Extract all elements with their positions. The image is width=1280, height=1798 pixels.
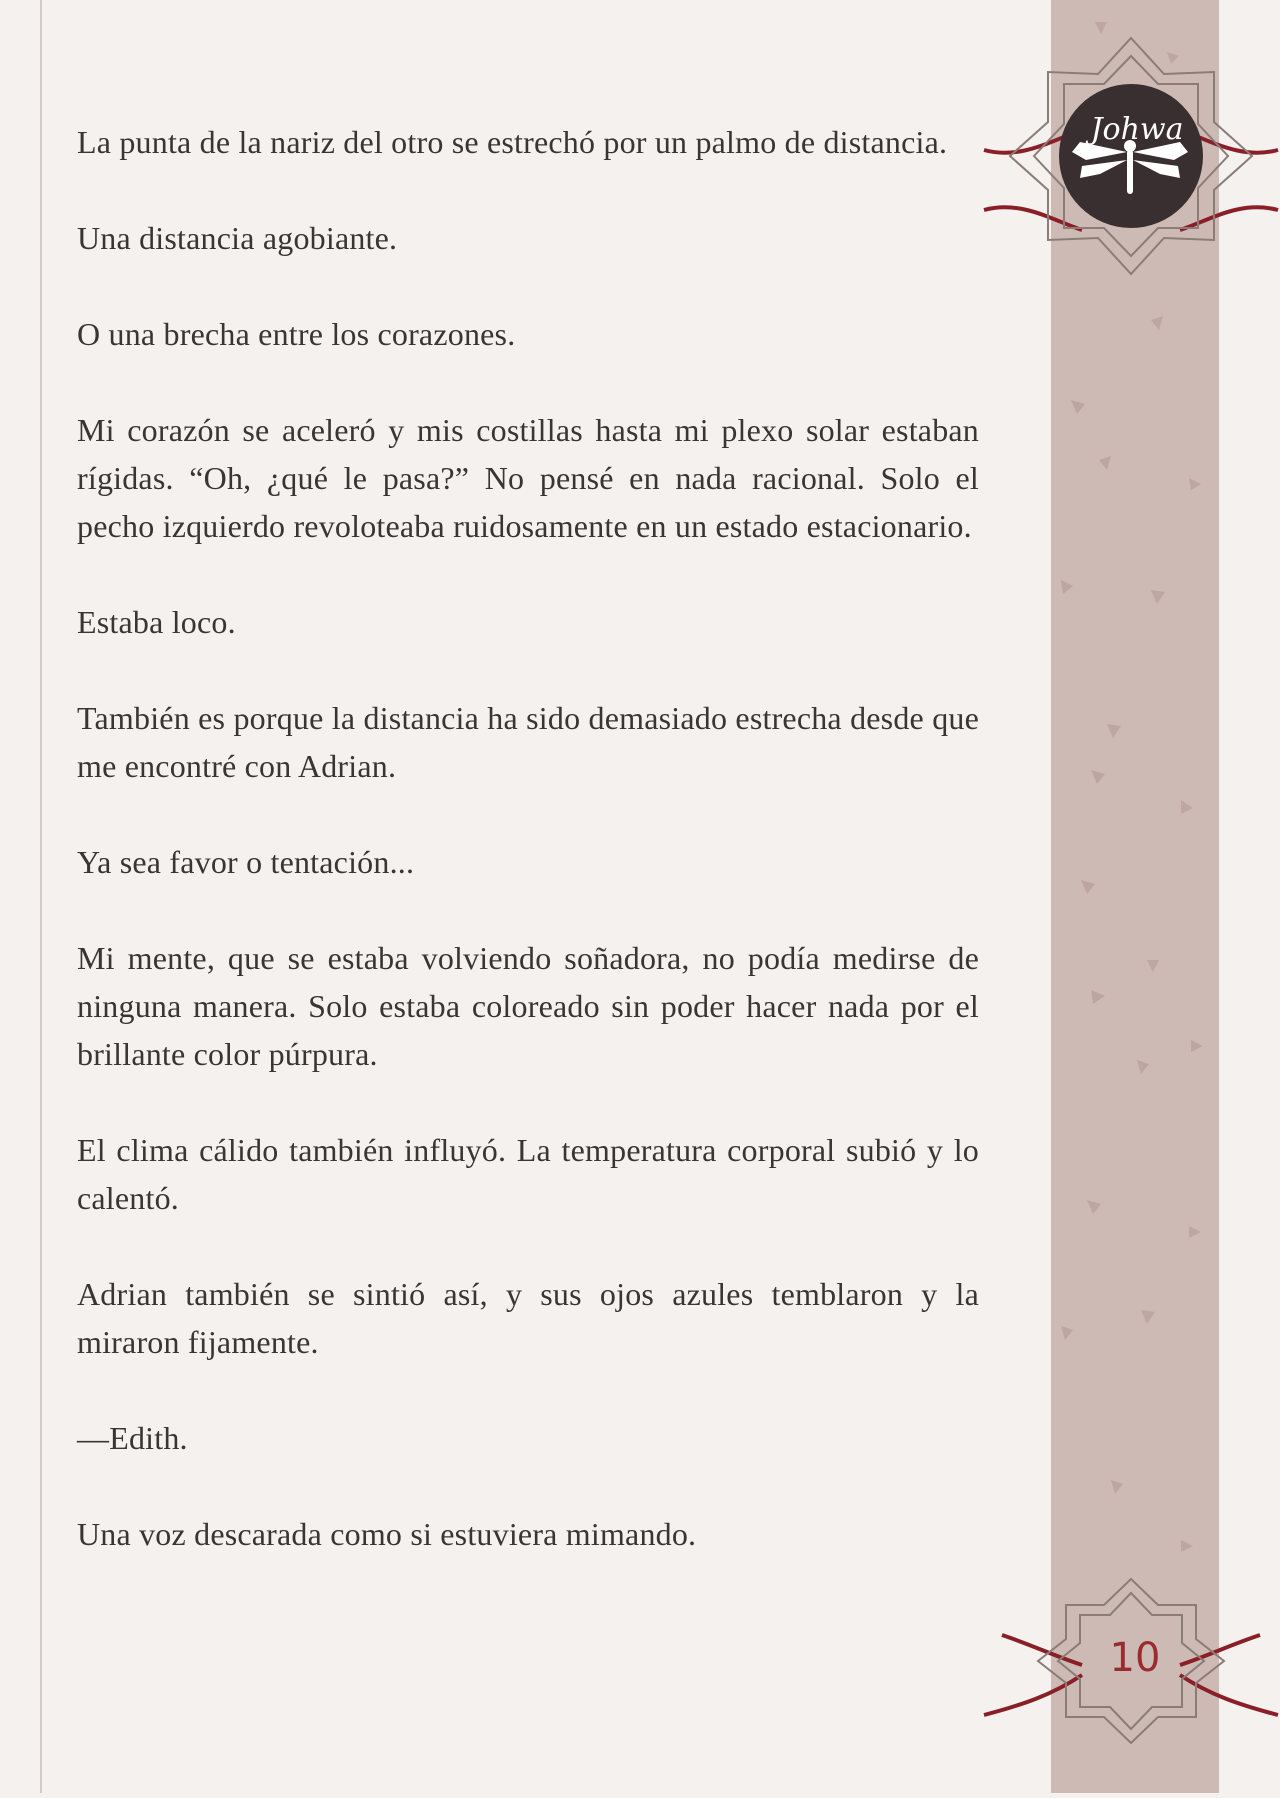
paragraph: Ya sea favor o tentación... — [77, 844, 415, 880]
paragraph: Una voz descarada como si estuviera mimando. — [77, 1516, 697, 1552]
paragraph: Una distancia agobiante. — [77, 220, 398, 256]
paragraph: —Edith. — [77, 1420, 188, 1456]
paragraph: Adrian también se sintió así, y sus ojos azules temblaron y la miraron fijamente. — [77, 1276, 979, 1360]
brand-name: Johwa — [1090, 112, 1184, 147]
paragraph: El clima cálido también influyó. La temperatura corporal subió y lo calentó. — [77, 1132, 979, 1216]
left-margin-rule — [40, 0, 42, 1793]
paragraph: La punta de la nariz del otro se estrechó por un palmo de distancia. — [77, 124, 948, 160]
paragraph: O una brecha entre los corazones. — [77, 316, 516, 352]
paragraph: También es porque la distancia ha sido demasiado estrecha desde que me encontré con Adrian. — [77, 700, 979, 784]
paragraph: Mi corazón se aceleró y mis costillas hasta mi plexo solar estaban rígidas. “Oh, ¿qué le pasa?” No pensé en nada racional. Solo el pecho izquierdo revoloteaba ruidosamente en un estado estacionario. — [77, 412, 979, 544]
mandala-ornament-icon — [982, 30, 1280, 330]
paragraph: Mi mente, que se estaba volviendo soñadora, no podía medirse de ninguna manera. Solo estaba coloreado sin poder hacer nada por el brillante color púrpura. — [77, 940, 979, 1072]
paragraph: Estaba loco. — [77, 604, 236, 640]
body-text — [77, 118, 979, 1558]
page-number: 10 — [1109, 1635, 1161, 1681]
